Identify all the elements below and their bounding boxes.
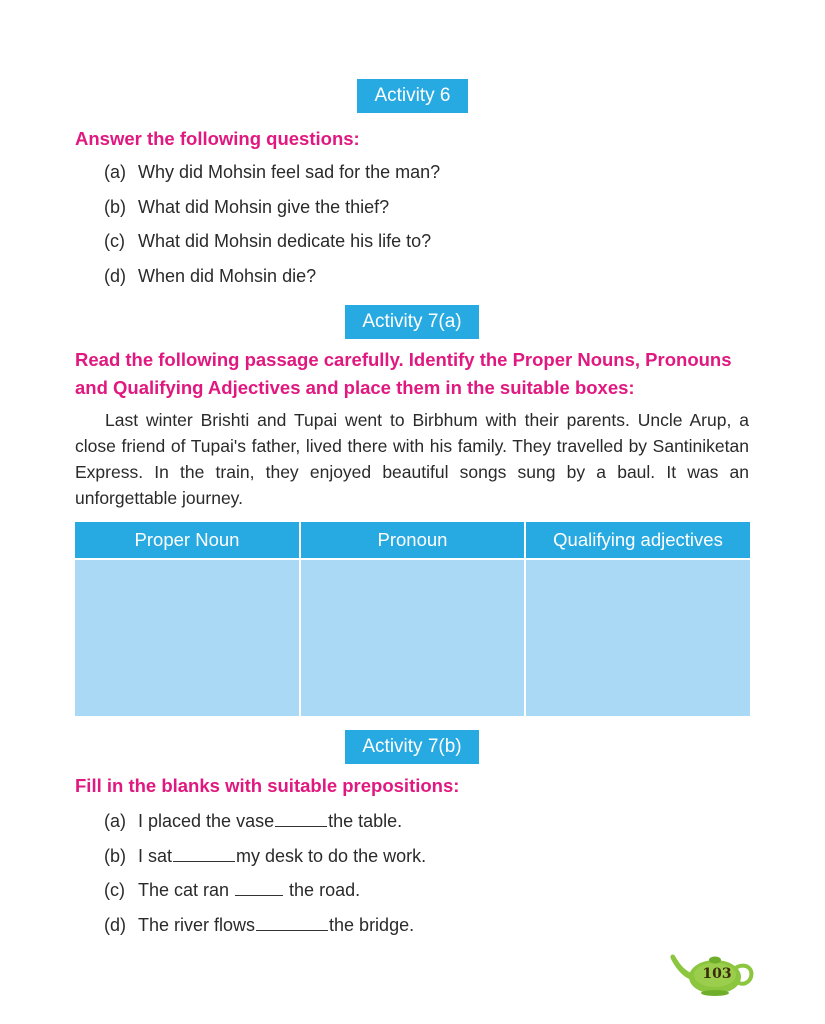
question-text: When did Mohsin die? bbox=[138, 265, 317, 286]
question-label: (d) bbox=[104, 265, 126, 286]
qualifying-adjectives-answer-cell[interactable] bbox=[525, 559, 750, 716]
question-text: What did Mohsin give the thief? bbox=[138, 196, 390, 217]
activity-6-heading: Answer the following questions: bbox=[75, 128, 360, 149]
item-text-before: The river flows bbox=[138, 914, 256, 935]
list-item bbox=[104, 804, 426, 839]
answer-blank[interactable] bbox=[275, 812, 327, 827]
column-header-proper-noun: Proper Noun bbox=[75, 522, 300, 559]
item-label: (a) bbox=[104, 811, 126, 831]
answer-blank[interactable] bbox=[256, 916, 328, 931]
page-number-badge bbox=[663, 945, 755, 997]
activity-7b-items bbox=[104, 804, 426, 942]
answer-blank[interactable] bbox=[235, 881, 283, 896]
item-label: (b) bbox=[104, 845, 126, 866]
list-item bbox=[104, 908, 426, 943]
item-text-after: the bridge. bbox=[329, 914, 415, 935]
question-label: (b) bbox=[104, 196, 126, 217]
page-number: 103 bbox=[702, 966, 732, 982]
item-label: (c) bbox=[104, 880, 125, 900]
item-text-before: The cat ran bbox=[138, 880, 230, 900]
activity-7a-badge: Activity 7(a) bbox=[345, 305, 479, 339]
activity-7a-heading bbox=[75, 346, 765, 402]
proper-noun-answer-cell[interactable] bbox=[75, 559, 300, 716]
activity-6-badge: Activity 6 bbox=[357, 79, 468, 113]
activity-7a-heading-line2: and Qualifying Adjectives and place them in the suitable boxes: bbox=[75, 377, 635, 398]
question-text: What did Mohsin dedicate his life to? bbox=[138, 231, 432, 251]
list-item bbox=[104, 224, 440, 259]
activity-6-questions bbox=[104, 155, 440, 293]
list-item bbox=[104, 190, 440, 225]
item-text-after: the road. bbox=[284, 880, 361, 900]
question-label: (a) bbox=[104, 162, 126, 182]
item-text-after: my desk to do the work. bbox=[236, 845, 427, 866]
column-header-pronoun: Pronoun bbox=[300, 522, 525, 559]
item-text-before: I placed the vase bbox=[138, 811, 275, 831]
question-text: Why did Mohsin feel sad for the man? bbox=[138, 162, 441, 182]
passage-text: Last winter Brishti and Tupai went to Birbhum with their parents. Uncle Arup, a close friend of Tupai's father, lived there with his family. They travelled by Santiniketan Express. In the train, they enjoyed beautiful songs sung by a baul. It was an unforgettable journey. bbox=[75, 410, 749, 508]
list-item bbox=[104, 155, 440, 190]
column-header-qualifying-adjectives: Qualifying adjectives bbox=[525, 522, 750, 559]
activity-7b-heading: Fill in the blanks with suitable prepositions: bbox=[75, 775, 460, 796]
answer-blank[interactable] bbox=[173, 847, 235, 862]
item-text-before: I sat bbox=[138, 845, 173, 866]
list-item bbox=[104, 873, 426, 908]
activity-7a-heading-line1: Read the following passage carefully. Identify the Proper Nouns, Pronouns bbox=[75, 349, 732, 370]
classification-table bbox=[75, 522, 750, 716]
activity-7b-badge: Activity 7(b) bbox=[345, 730, 479, 764]
item-text-after: the table. bbox=[328, 811, 403, 831]
pronoun-answer-cell[interactable] bbox=[300, 559, 525, 716]
item-label: (d) bbox=[104, 914, 126, 935]
question-label: (c) bbox=[104, 231, 125, 251]
list-item bbox=[104, 259, 440, 294]
list-item bbox=[104, 839, 426, 874]
